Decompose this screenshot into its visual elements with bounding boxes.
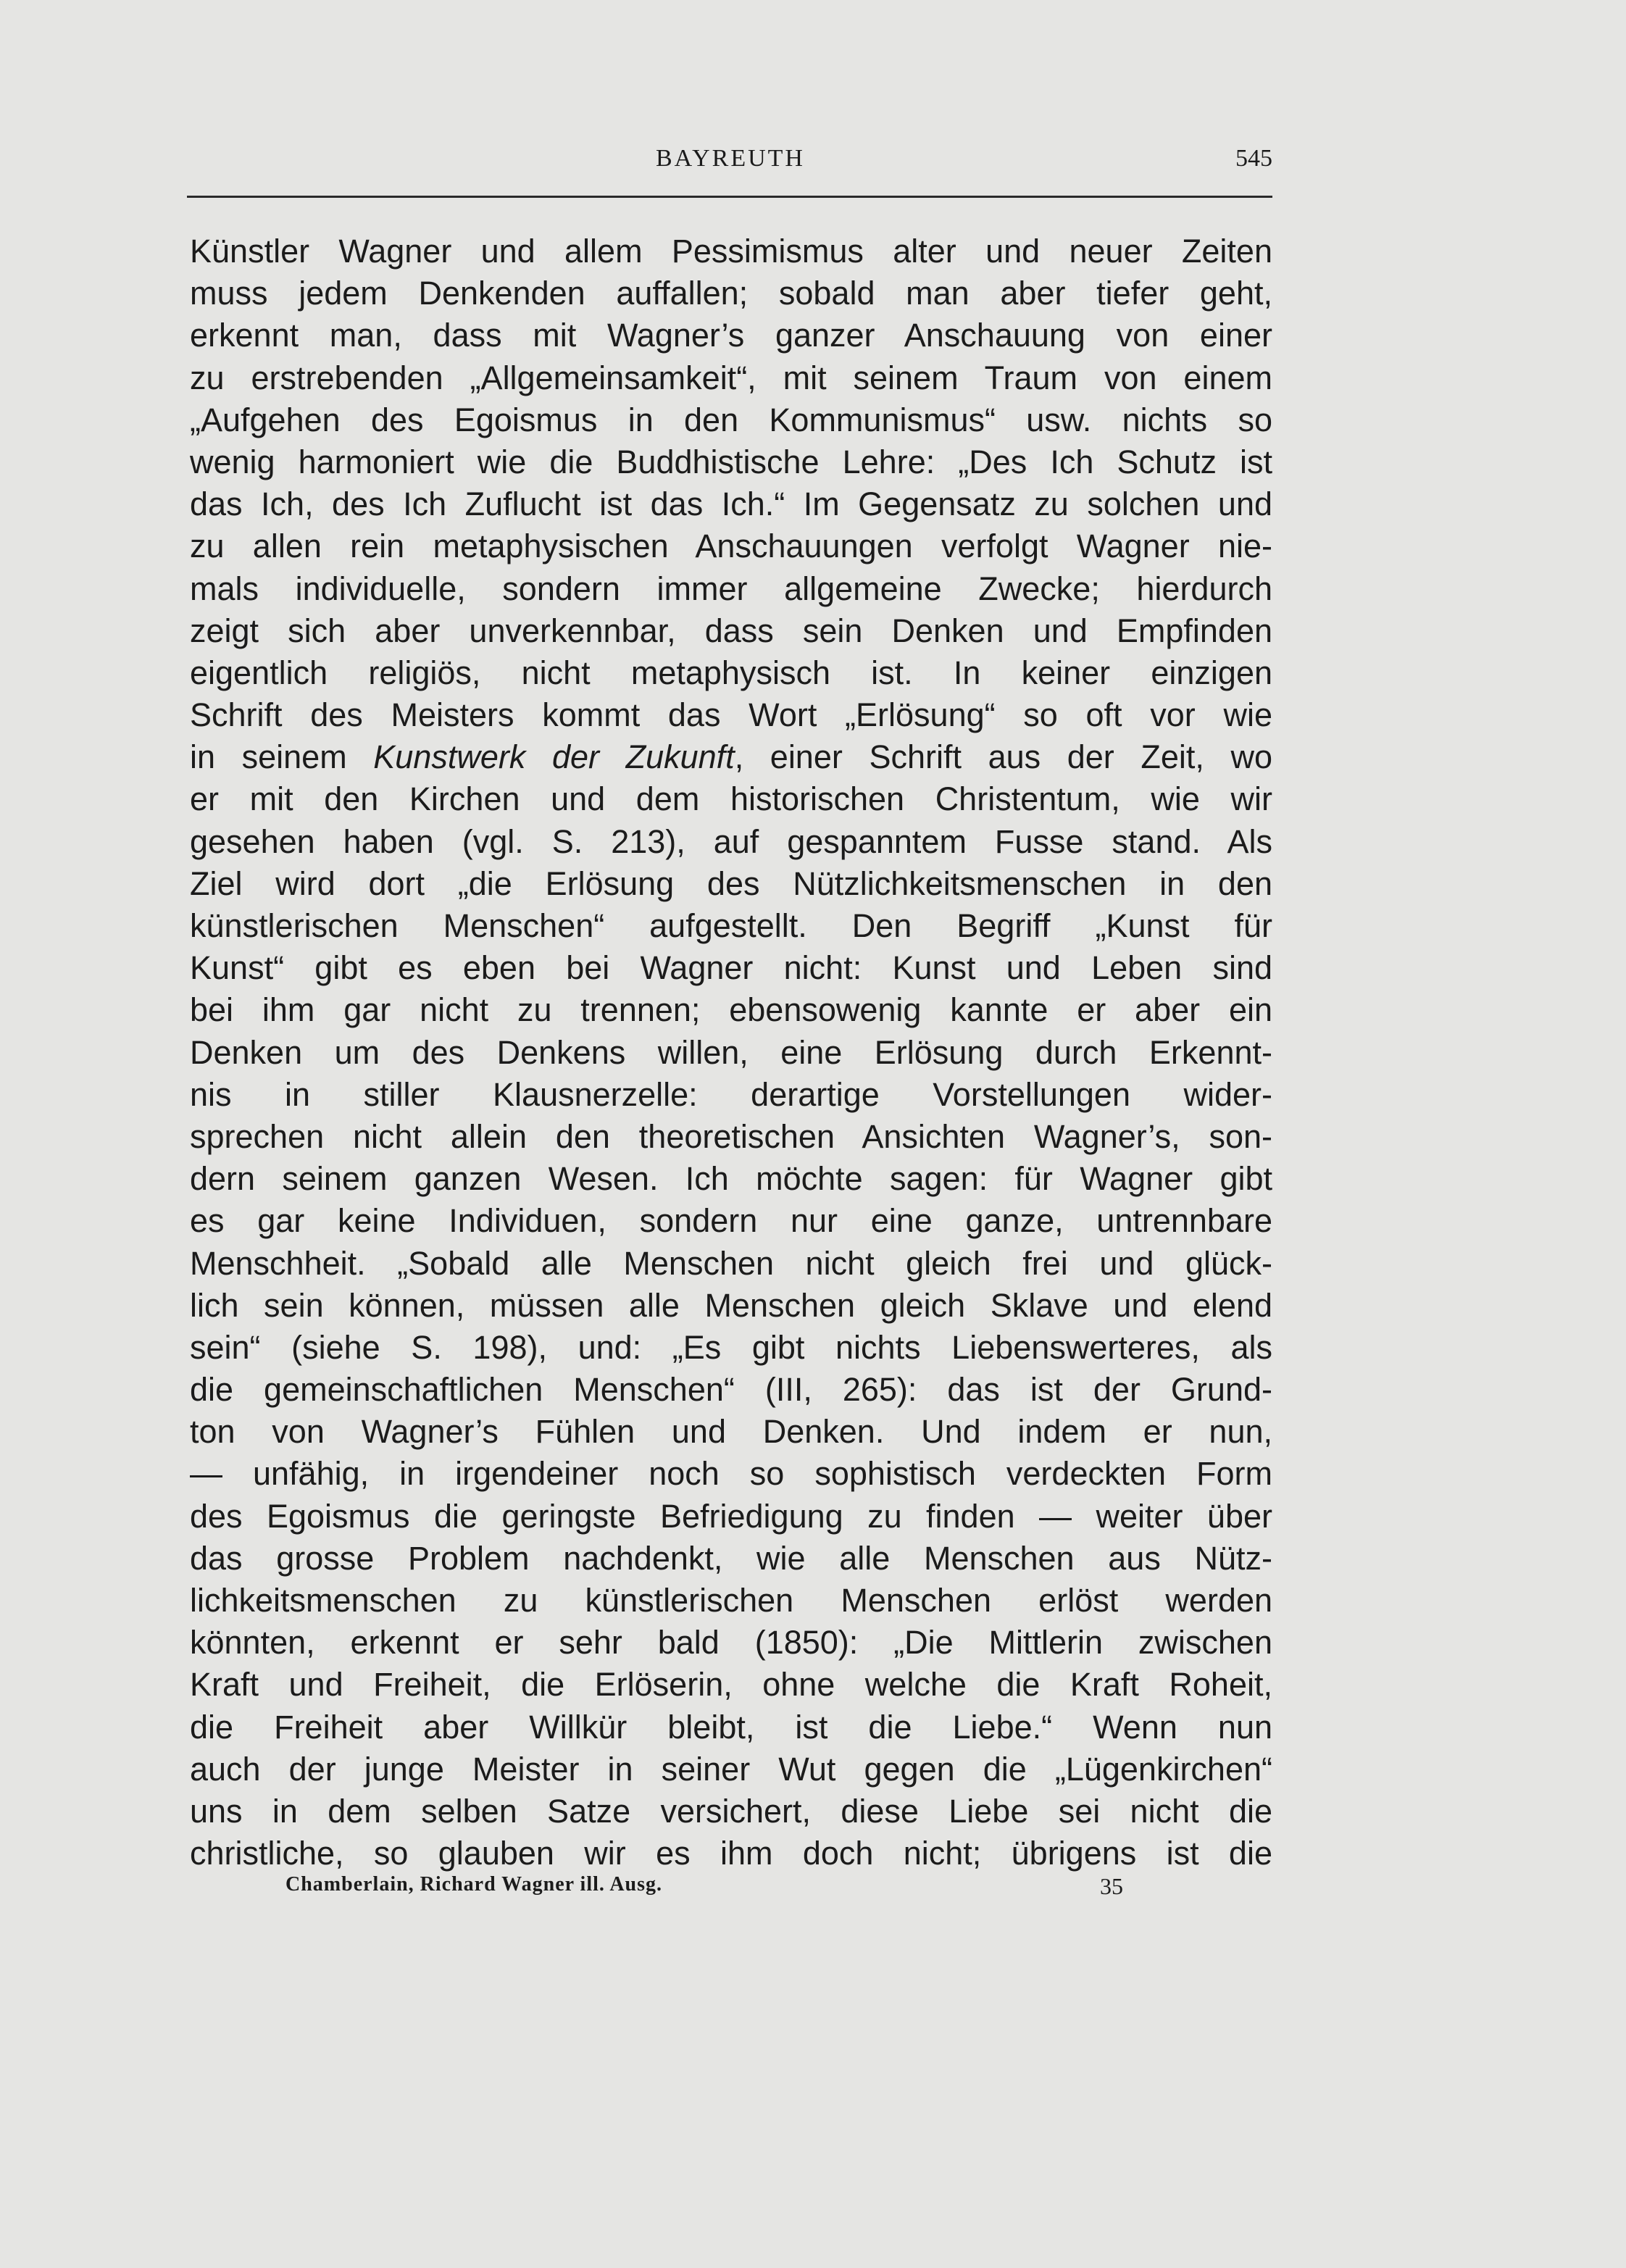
text-segment: in seinem bbox=[190, 738, 374, 776]
page-footer bbox=[285, 1873, 1155, 1902]
text-line: eigentlich religiös, nicht metaphysisch ist. In keiner einzigen bbox=[190, 654, 1272, 691]
text-line: erkennt man, dass mit Wagner’s ganzer Anschauung von einer bbox=[190, 317, 1272, 354]
text-line: er mit den Kirchen und dem historischen Christentum, wie wir bbox=[190, 780, 1272, 818]
text-line: gesehen haben (vgl. S. 213), auf gespanntem Fusse stand. Als bbox=[190, 822, 1272, 860]
body-text bbox=[190, 230, 1272, 1875]
header-rule bbox=[187, 196, 1272, 198]
text-line: das grosse Problem nachdenkt, wie alle Menschen aus Nütz- bbox=[190, 1539, 1272, 1577]
text-line: sein“ (siehe S. 198), und: „Es gibt nichts Liebenswerteres, als bbox=[190, 1328, 1272, 1366]
text-line: künstlerischen Menschen“ aufgestellt. Den Begriff „Kunst für bbox=[190, 907, 1272, 944]
text-line: die gemeinschaftlichen Menschen“ (III, 265): das ist der Grund- bbox=[190, 1371, 1272, 1409]
text-line: „Aufgehen des Egoismus in den Kommunismus“ usw. nichts so bbox=[190, 401, 1272, 438]
italic-title: Kunstwerk der Zukunft bbox=[373, 738, 735, 776]
text-line: Schrift des Meisters kommt das Wort „Erlösung“ so oft vor wie bbox=[190, 696, 1272, 734]
text-line: die Freiheit aber Willkür bleibt, ist die Liebe.“ Wenn nun bbox=[190, 1708, 1272, 1746]
text-line: es gar keine Individuen, sondern nur eine ganze, untrennbare bbox=[190, 1202, 1272, 1240]
text-line: muss jedem Denkenden auffallen; sobald man aber tiefer geht, bbox=[190, 275, 1272, 312]
text-line: lichkeitsmenschen zu künstlerischen Menschen erlöst werden bbox=[190, 1582, 1272, 1619]
text-line: uns in dem selben Satze versichert, diese Liebe sei nicht die bbox=[190, 1792, 1272, 1830]
page-number: 545 bbox=[1235, 145, 1272, 172]
text-line: Menschheit. „Sobald alle Menschen nicht gleich frei und glück- bbox=[190, 1244, 1272, 1282]
text-line: Kunst“ gibt es eben bei Wagner nicht: Kunst und Leben sind bbox=[190, 949, 1272, 987]
text-line: könnten, erkennt er sehr bald (1850): „Die Mittlerin zwischen bbox=[190, 1624, 1272, 1662]
text-line: ton von Wagner’s Fühlen und Denken. Und indem er nun, bbox=[190, 1413, 1272, 1451]
text-line: Denken um des Denkens willen, eine Erlösung durch Erkennt- bbox=[190, 1033, 1272, 1071]
text-line: wenig harmoniert wie die Buddhistische Lehre: „Des Ich Schutz ist bbox=[190, 443, 1272, 480]
text-line: zu erstrebenden „Allgemeinsamkeit“, mit seinem Traum von einem bbox=[190, 359, 1272, 396]
text-line: lich sein können, müssen alle Menschen gleich Sklave und elend bbox=[190, 1286, 1272, 1324]
text-line: sprechen nicht allein den theoretischen Ansichten Wagner’s, son- bbox=[190, 1117, 1272, 1155]
text-line: bei ihm gar nicht zu trennen; ebensowenig kannte er aber ein bbox=[190, 991, 1272, 1029]
text-line: christliche, so glauben wir es ihm doch nicht; übrigens ist die bbox=[190, 1835, 1272, 1872]
text-line: Kraft und Freiheit, die Erlöserin, ohne welche die Kraft Roheit, bbox=[190, 1666, 1272, 1704]
text-line: dern seinem ganzen Wesen. Ich möchte sagen: für Wagner gibt bbox=[190, 1160, 1272, 1198]
text-line: zu allen rein metaphysischen Anschauungen verfolgt Wagner nie- bbox=[190, 528, 1272, 565]
printer-signature: Chamberlain, Richard Wagner ill. Ausg. bbox=[285, 1873, 663, 1896]
text-line: Ziel wird dort „die Erlösung des Nützlichkeitsmenschen in den bbox=[190, 864, 1272, 902]
text-line: — unfähig, in irgendeiner noch so sophistisch verdeckten Form bbox=[190, 1455, 1272, 1493]
text-line: auch der junge Meister in seiner Wut gegen die „Lügenkirchen“ bbox=[190, 1750, 1272, 1788]
text-line: Künstler Wagner und allem Pessimismus alter und neuer Zeiten bbox=[190, 233, 1272, 270]
text-line: des Egoismus die geringste Befriedigung zu finden — weiter über bbox=[190, 1497, 1272, 1535]
text-line: nis in stiller Klausnerzelle: derartige Vorstellungen wider- bbox=[190, 1075, 1272, 1113]
text-segment: , einer Schrift aus der Zeit, wo bbox=[734, 738, 1272, 776]
text-line: das Ich, des Ich Zuflucht ist das Ich.“ Im Gegensatz zu solchen und bbox=[190, 485, 1272, 523]
text-line: mals individuelle, sondern immer allgemeine Zwecke; hierdurch bbox=[190, 570, 1272, 607]
text-line bbox=[190, 736, 1272, 778]
page-header bbox=[187, 145, 1272, 188]
running-title: BAYREUTH bbox=[656, 145, 805, 172]
sheet-number: 35 bbox=[1100, 1873, 1123, 1899]
text-line: zeigt sich aber unverkennbar, dass sein Denken und Empfinden bbox=[190, 612, 1272, 649]
